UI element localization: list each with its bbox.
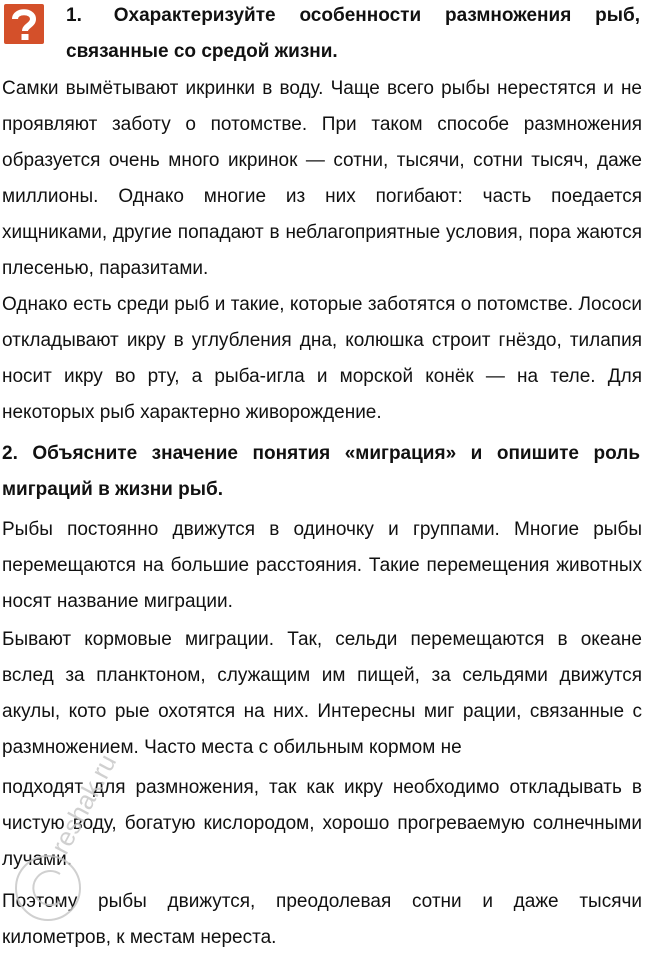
- question-1-heading: [2, 0, 640, 70]
- answer-2-paragraph-1: Рыбы постоянно движутся в одиночку и группами. Многие рыбы перемещаются на большие расстояния. Такие перемещения животных носят название миграции.: [2, 519, 642, 612]
- answer-2-paragraph-2: Бывают кормовые миграции. Так, сельди перемещаются в океане вслед за планктоном, служащим им пищей, за сельдями движутся акулы, кото рые охотятся на них. Интересны миг рации, связанные с размножением. Часто места с обильным кормом не: [2, 629, 642, 758]
- question-1-title: Охарактеризуйте особенности размножения рыб, связанные со средой жизни.: [66, 5, 641, 62]
- answer-2-paragraph-4: Поэтому рыбы движутся, преодолевая сотни и даже тысячи километров, к местам нереста.: [2, 891, 642, 948]
- question-1-number: 1.: [66, 5, 82, 26]
- answer-1-paragraph-2: Однако есть среди рыб и такие, которые заботятся о потомстве. Лососи откладывают икру в углубления дна, колюшка строит гнёздо, тилапия носит икру во рту, а рыба-игла и морской конёк — на теле. Для некоторых рыб характерно живорождение.: [2, 294, 642, 423]
- answer-2-paragraph-3: подходят для размножения, так как икру необходимо откладывать в чистую воду, богатую кислородом, хорошо прогреваемую солнечными лучами.: [2, 777, 642, 870]
- watermark-text: reshak.ru: [44, 749, 123, 859]
- question-2-heading: 2. Объясните значение понятия «миграция» и опишите роль миграций в жизни рыб.: [2, 443, 640, 500]
- answer-1-paragraph-1: Самки вымётывают икринки в воду. Чаще всего рыбы нерестятся и не проявляют заботу о потомстве. При таком способе размножения образуется очень много икринок — сотни, тысячи, сотни тысяч, даже миллионы. Однако многие из них погибают: часть поедается хищниками, другие попадают в неблагоприятные условия, пора жаются плесенью, паразитами.: [2, 78, 642, 279]
